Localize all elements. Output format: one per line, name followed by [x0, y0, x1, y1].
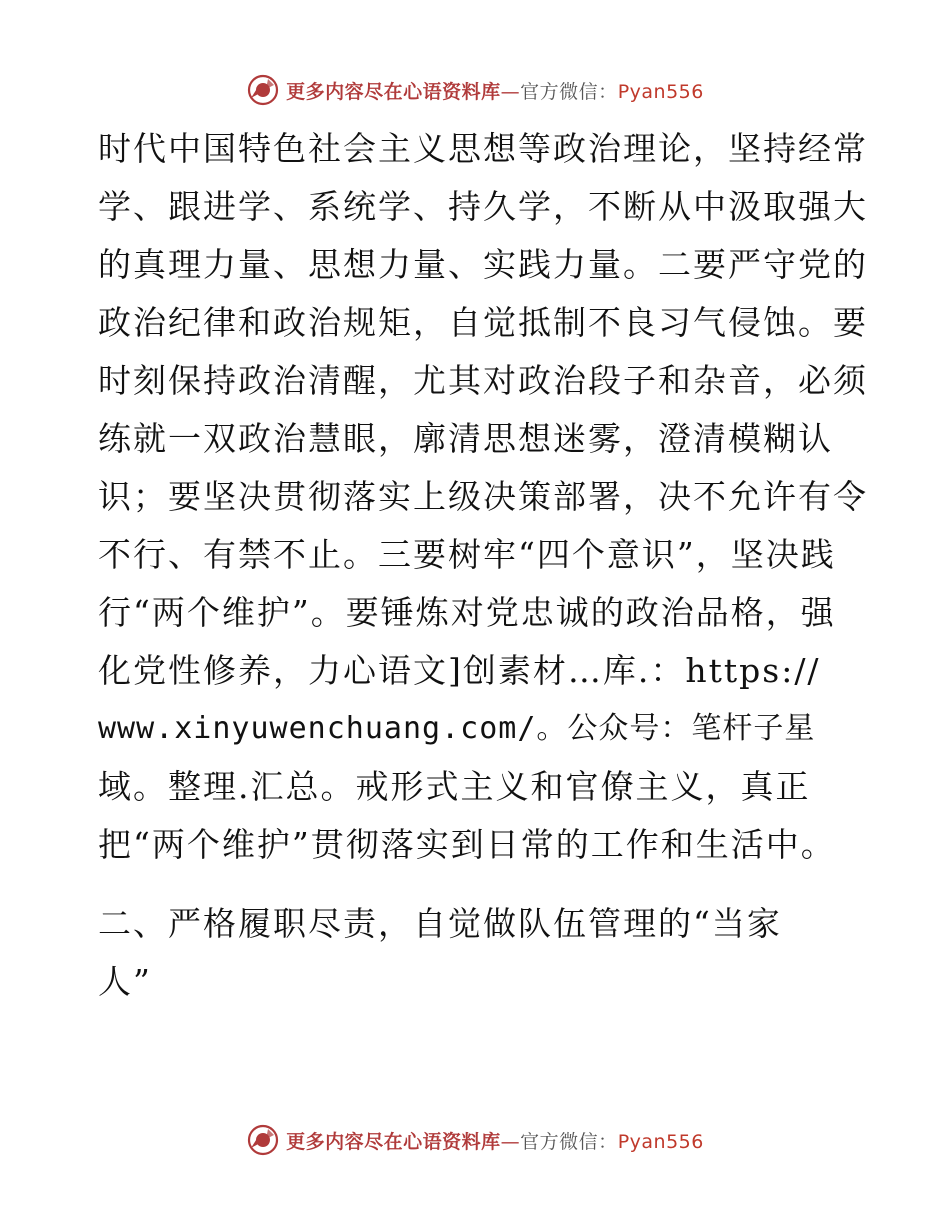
banner-wechat-id: Pyan556	[617, 80, 704, 103]
banner-title: 更多内容尽在心语资料库	[286, 1130, 501, 1153]
body-line: 不行、有禁不止。三要树牢“四个意识”，坚决践	[98, 535, 836, 574]
body-line: 行“两个维护”。要锤炼对党忠诚的政治品格，强	[98, 593, 836, 632]
banner-text	[286, 77, 704, 104]
footer-watermark-banner	[0, 1118, 950, 1162]
brand-logo-icon	[246, 73, 280, 107]
body-line: 学、跟进学、系统学、持久学，不断从中汲取强大	[98, 187, 868, 226]
banner-dash: —	[500, 80, 521, 103]
body-line: 识；要坚决贯彻落实上级决策部署，决不允许有令	[98, 477, 868, 516]
document-body	[98, 120, 868, 874]
banner-dash: —	[500, 1130, 521, 1153]
banner-wechat-label: 官方微信：	[520, 1130, 618, 1153]
header-watermark-banner	[0, 68, 950, 112]
body-line: 时刻保持政治清醒，尤其对政治段子和杂音，必须	[98, 361, 868, 400]
banner-wechat-label: 官方微信：	[520, 80, 618, 103]
section-heading	[98, 895, 858, 1011]
body-line: 练就一双政治慧眼，廓清思想迷雾，澄清模糊认	[98, 419, 833, 458]
brand-logo-icon	[246, 1123, 280, 1157]
banner-wechat-id: Pyan556	[617, 1130, 704, 1153]
body-line: 政治纪律和政治规矩，自觉抵制不良习气侵蚀。要	[98, 303, 868, 342]
body-line: 域。整理.汇总。戒形式主义和官僚主义，真正	[98, 767, 811, 806]
banner-title: 更多内容尽在心语资料库	[286, 80, 501, 103]
banner-text	[286, 1127, 704, 1154]
body-line: 的真理力量、思想力量、实践力量。二要严守党的	[98, 245, 868, 284]
body-line-url: www.xinyuwenchuang.com/。公众号：笔杆子星	[98, 711, 816, 746]
body-line-url: 化党性修养，力心语文]创素材…库.：https://	[98, 651, 821, 690]
section-heading-line: 二、严格履职尽责，自觉做队伍管理的“当家	[98, 904, 782, 943]
section-heading-line: 人”	[98, 962, 152, 1001]
body-line: 时代中国特色社会主义思想等政治理论，坚持经常	[98, 129, 868, 168]
body-line: 把“两个维护”贯彻落实到日常的工作和生活中。	[98, 825, 836, 864]
